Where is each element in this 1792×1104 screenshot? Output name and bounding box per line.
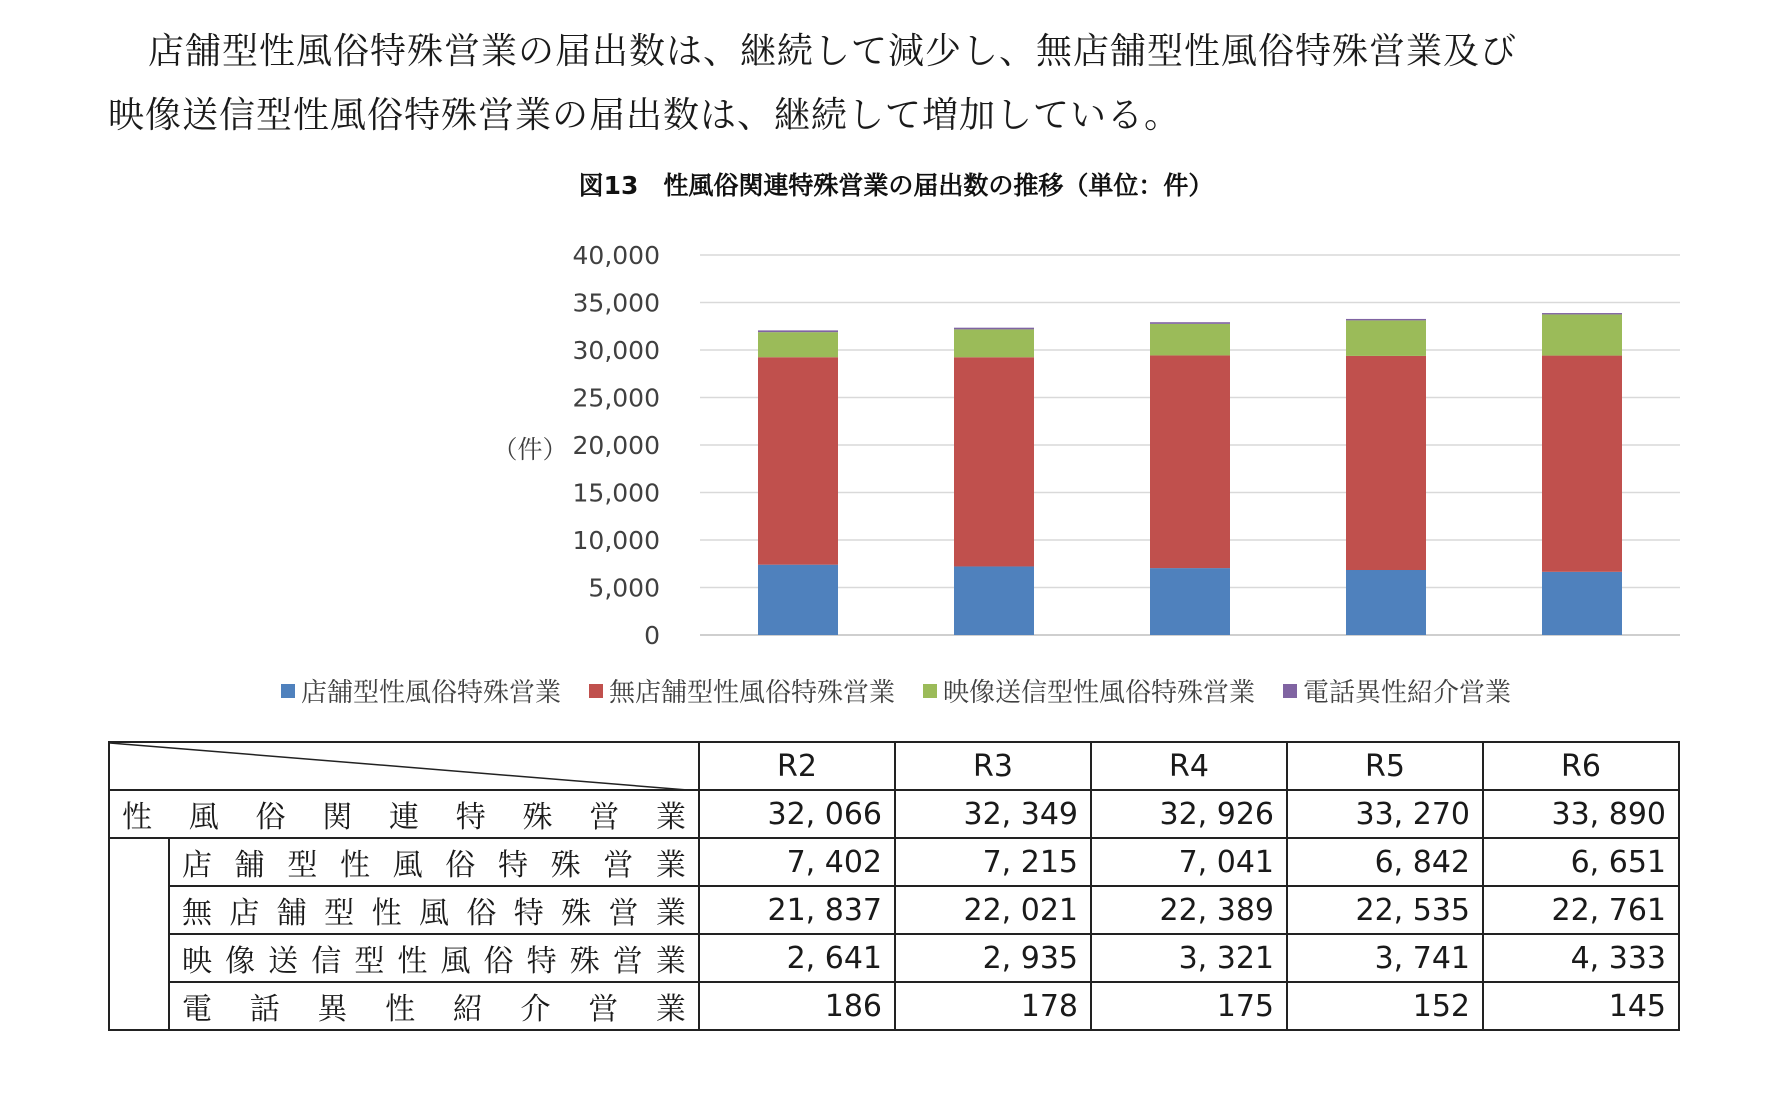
table-header-cell: R6 [1483,742,1679,790]
table-value-cell: 32, 066 [699,790,895,838]
table-value-cell: 152 [1287,982,1483,1030]
legend-swatch [1283,684,1297,698]
bar-segment [1346,356,1426,570]
table-value-cell: 3, 321 [1091,934,1287,982]
bar-segment [954,328,1034,330]
bar-segment [954,357,1034,566]
y-tick-label: 15,000 [572,478,660,508]
table-header-row [109,742,1679,790]
table-row [109,838,1679,886]
chart-legend [0,672,1792,709]
row-label: 店 舗 型 性 風 俗 特 殊 営 業 [169,838,699,886]
legend-item [589,672,895,709]
stacked-bar-chart [0,220,1792,650]
intro-line-1: 店舗型性風俗特殊営業の届出数は、継続して減少し、無店舗型性風俗特殊営業及び [148,31,1518,72]
bar-segment [1150,324,1230,356]
bar-segment [1150,322,1230,324]
row-label: 電 話 異 性 紹 介 営 業 [169,982,699,1030]
bar-segment [1346,570,1426,635]
bar-segment [1346,320,1426,356]
legend-label: 店舗型性風俗特殊営業 [300,678,561,708]
bar-segment [954,329,1034,357]
table-value-cell: 22, 021 [895,886,1091,934]
bar-segment [1542,356,1622,572]
legend-item [281,672,561,709]
indent-cell [109,838,169,1030]
row-label: 性 風 俗 関 連 特 殊 営 業 [109,790,699,838]
legend-swatch [589,684,603,698]
table-row [109,790,1679,838]
bar-segment [1542,313,1622,314]
legend-item [923,672,1255,709]
table-header-cell: R4 [1091,742,1287,790]
bar-segment [758,357,838,564]
table-row [109,982,1679,1030]
row-label: 映 像 送 信 型 性 風 俗 特 殊 営 業 [169,934,699,982]
y-tick-label: 35,000 [572,288,660,318]
table-value-cell: 22, 761 [1483,886,1679,934]
table-value-cell: 4, 333 [1483,934,1679,982]
bar-segment [1150,568,1230,635]
table-value-cell: 7, 041 [1091,838,1287,886]
table-value-cell: 33, 270 [1287,790,1483,838]
table-value-cell: 32, 349 [895,790,1091,838]
y-tick-label: 0 [644,621,660,650]
y-tick-label: 5,000 [588,573,660,603]
table-value-cell: 2, 935 [895,934,1091,982]
legend-swatch [923,684,937,698]
y-axis-ticks [573,241,660,650]
legend-label: 映像送信型性風俗特殊営業 [943,678,1256,708]
table-value-cell: 7, 402 [699,838,895,886]
y-tick-label: 10,000 [572,526,660,555]
table-value-cell: 6, 651 [1483,838,1679,886]
table-value-cell: 175 [1091,982,1287,1030]
table-value-cell: 32, 926 [1091,790,1287,838]
table-header-cell: R5 [1287,742,1483,790]
table-row [109,886,1679,934]
table-value-cell: 145 [1483,982,1679,1030]
table-header-cell: R3 [895,742,1091,790]
table-value-cell: 2, 641 [699,934,895,982]
table-value-cell: 178 [895,982,1091,1030]
bars [758,313,1622,635]
table-header-cell: R2 [699,742,895,790]
legend-label: 無店舗型性風俗特殊営業 [608,678,895,708]
bar-segment [758,330,838,332]
table-corner-cell [109,742,699,790]
bar-segment [758,565,838,635]
bar-segment [1150,355,1230,568]
table-value-cell: 22, 389 [1091,886,1287,934]
table-value-cell: 3, 741 [1287,934,1483,982]
table-value-cell: 22, 535 [1287,886,1483,934]
y-tick-label: 30,000 [572,336,660,365]
y-axis-label: （件） [492,435,568,464]
y-tick-label: 20,000 [572,431,660,460]
intro-line-2: 映像送信型性風俗特殊営業の届出数は、継続して増加している。 [108,95,1182,136]
legend-label: 電話異性紹介営業 [1303,678,1512,708]
table-value-cell: 186 [699,982,895,1030]
bar-segment [1542,314,1622,355]
bar-segment [1542,572,1622,635]
intro-paragraph [108,20,1748,148]
table-value-cell: 33, 890 [1483,790,1679,838]
y-tick-label: 25,000 [572,383,660,413]
legend-item [1283,672,1511,709]
legend-swatch [281,684,295,698]
table-value-cell: 7, 215 [895,838,1091,886]
bar-segment [758,332,838,357]
figure-title: 図13 性風俗関連特殊営業の届出数の推移（単位：件） [578,171,1214,200]
table-value-cell: 21, 837 [699,886,895,934]
y-tick-label: 40,000 [572,241,660,270]
bar-segment [954,566,1034,635]
bar-segment [1346,319,1426,320]
row-label: 無 店 舗 型 性 風 俗 特 殊 営 業 [169,886,699,934]
table-value-cell: 6, 842 [1287,838,1483,886]
table-row [109,934,1679,982]
data-table [108,741,1680,1031]
